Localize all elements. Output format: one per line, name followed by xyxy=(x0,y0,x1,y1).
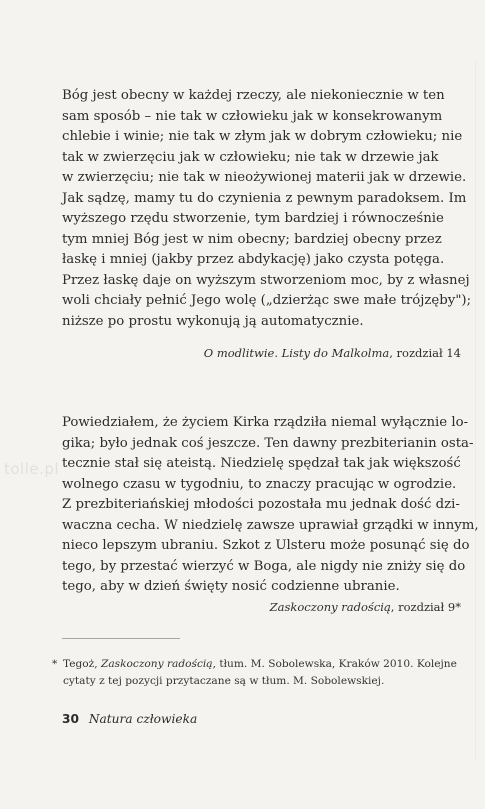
text-line: nieco lepszym ubraniu. Szkot z Ulsteru może posunąć się do xyxy=(62,538,470,553)
page-gutter-shadow xyxy=(475,60,476,760)
source-title: O modlitwie. Listy do Malkolma xyxy=(203,346,390,360)
quote-source-2 xyxy=(270,600,461,614)
page-footer xyxy=(62,712,197,726)
footnote-prefix: Tegoż, xyxy=(63,658,101,670)
text-line: wolnego czasu w tygodniu, to znaczy pracując w ogrodzie. xyxy=(62,476,457,492)
text-line: Przez łaskę daje on wyższym stworzeniom moc, by z własnej xyxy=(62,272,470,288)
watermark-text: tolle.pl xyxy=(4,460,60,478)
text-line: tym mniej Bóg jest w nim obecny; bardziej obecny przez xyxy=(62,231,442,247)
footnote-rule xyxy=(62,638,180,639)
text-line: tego, by przestać wierzyć w Boga, ale nigdy nie zniży się do xyxy=(62,558,466,574)
text-line: tego, aby w dzień święty nosić codzienne ubranie. xyxy=(62,579,400,594)
text-line: Powiedziałem, że życiem Kirka rządziła niemal wyłącznie lo- xyxy=(62,415,469,430)
text-line: waczna cecha. W niedzielę zawsze uprawiał grządki w innym, xyxy=(62,517,479,533)
footnote-line-1 xyxy=(63,656,464,673)
text-line: w zwierzęciu; nie tak w nieożywionej materii jak w drzewie. xyxy=(62,170,467,185)
source-title: Zaskoczony radością xyxy=(269,600,391,614)
source-chapter: , rozdział 9* xyxy=(390,600,461,614)
text-line: sam sposób – nie tak w człowieku jak w konsekrowanym xyxy=(62,108,443,124)
text-line: Z prezbiteriańskiej młodości pozostała mu jednak dość dzi- xyxy=(62,497,460,512)
quote-paragraph-1 xyxy=(62,86,472,332)
source-chapter: , rozdział 14 xyxy=(389,346,461,360)
quote-passage-2 xyxy=(62,413,479,598)
text-line: niższe po prostu wykonują ją automatycznie. xyxy=(62,313,364,329)
text-line: tecznie stał się ateistą. Niedzielę spędzał tak jak większość xyxy=(62,456,461,471)
quote-source-1 xyxy=(204,346,461,360)
footnote-title: Zaskoczony radością xyxy=(101,658,213,670)
text-line: Bóg jest obecny w każdej rzeczy, ale niekoniecznie w ten xyxy=(62,88,445,103)
footnote-line-2: cytaty z tej pozycji przytaczane są w tłum. M. Sobolewskiej. xyxy=(63,675,385,687)
quote-passage-1 xyxy=(62,86,472,332)
footnote-details: , tłum. M. Sobolewska, Kraków 2010. Kolejne xyxy=(212,658,457,670)
text-line: gika; było jednak coś jeszcze. Ten dawny prezbiterianin osta- xyxy=(62,435,474,451)
footnote-mark: * xyxy=(52,658,58,670)
text-line: chlebie i winie; nie tak w złym jak w dobrym człowieku; nie xyxy=(62,129,463,144)
text-line: woli chciały pełnić Jego wolę („dzierżąc swe małe trójzęby"); xyxy=(62,293,472,308)
page-number: 30 xyxy=(62,712,79,726)
footnote xyxy=(52,656,464,690)
footnote-body xyxy=(63,656,464,690)
text-line: Jak sądzę, mamy tu do czynienia z pewnym paradoksem. Im xyxy=(62,190,467,206)
quote-paragraph-2 xyxy=(62,413,479,598)
text-line: łaskę i mniej (jakby przez abdykację) jako czysta potęga. xyxy=(62,252,445,267)
text-line: wyższego rzędu stworzenie, tym bardziej i równocześnie xyxy=(62,211,444,226)
text-line: tak w zwierzęciu jak w człowieku; nie tak w drzewie jak xyxy=(62,149,439,165)
running-head: Natura człowieka xyxy=(88,712,198,726)
